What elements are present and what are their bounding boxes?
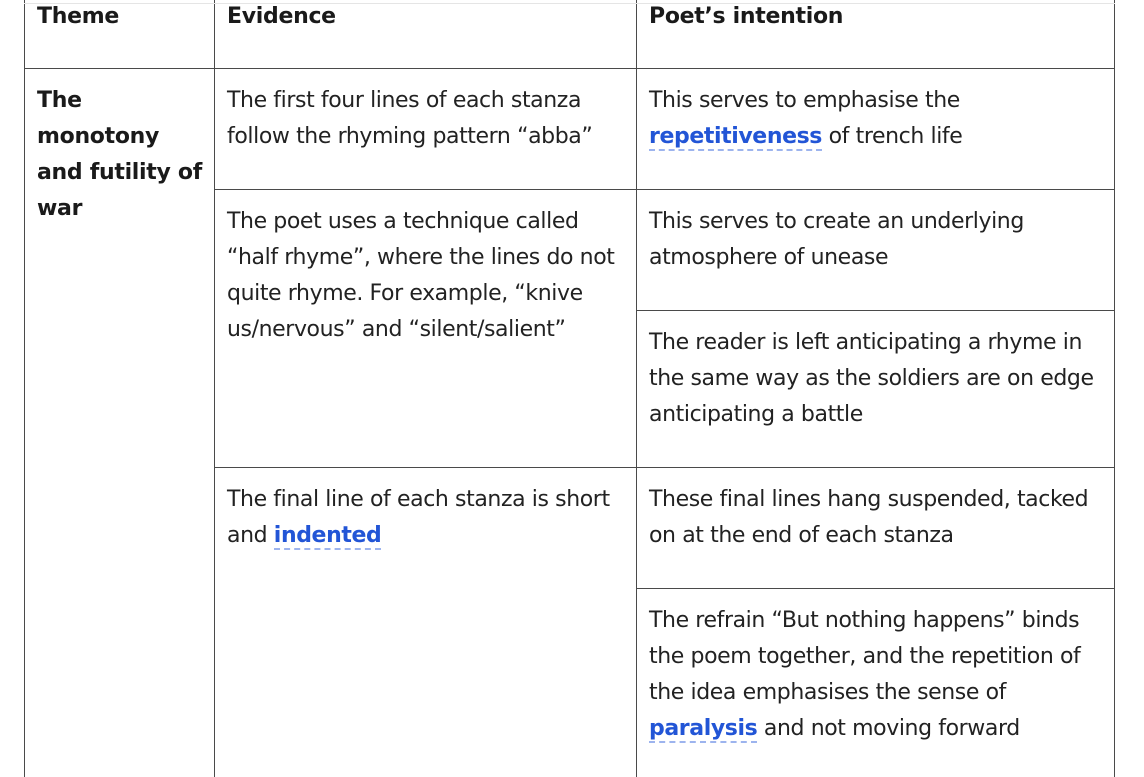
intention-cell-unease: This serves to create an underlying atmosphere of unease: [649, 209, 1024, 270]
glossary-link-indented[interactable]: indented: [273, 523, 382, 548]
intention-cell-repetitiveness: [637, 83, 1114, 155]
intention-text: of trench life: [822, 124, 963, 149]
row-2a-bottom-border: [636, 310, 1115, 311]
intention-cell-refrain: [637, 603, 1114, 747]
intention-text: The refrain “But nothing happens” binds the poem together, and the repetition of the idea emphasises the sense of: [649, 608, 1081, 705]
intention-text: and not moving forward: [757, 716, 1020, 741]
intention-text: This serves to emphasise the: [649, 88, 960, 113]
header-evidence: Evidence: [227, 4, 336, 29]
intention-cell-anticipation: The reader is left anticipating a rhyme in the same way as the soldiers are on edge anticipating a battle: [649, 330, 1094, 427]
header-poets-intention: Poet’s intention: [649, 4, 844, 29]
theme-cell: The monotony and futility of war: [37, 88, 202, 221]
evidence-cell-rhyme-pattern: The first four lines of each stanza follow the rhyming pattern “abba”: [227, 88, 593, 149]
row-3a-bottom-border: [636, 588, 1115, 589]
evidence-cell-half-rhyme: The poet uses a technique called “half rhyme”, where the lines do not quite rhyme. For example, “knive us/nervous” and “silent/salient”: [227, 209, 615, 342]
analysis-table: [24, 0, 1115, 777]
row-2-bottom-border: [214, 467, 1115, 468]
header-bottom-border: [24, 68, 1115, 69]
table-border-right: [1114, 0, 1115, 777]
glossary-link-paralysis[interactable]: paralysis: [649, 716, 758, 741]
evidence-cell-final-line: [215, 482, 636, 554]
intention-cell-suspended: These final lines hang suspended, tacked on at the end of each stanza: [649, 487, 1089, 548]
header-theme: Theme: [37, 4, 119, 29]
glossary-link-repetitiveness[interactable]: repetitiveness: [649, 124, 822, 149]
evidence-text: The final line of each stanza is short and: [227, 487, 610, 548]
row-1-bottom-border: [214, 189, 1115, 190]
